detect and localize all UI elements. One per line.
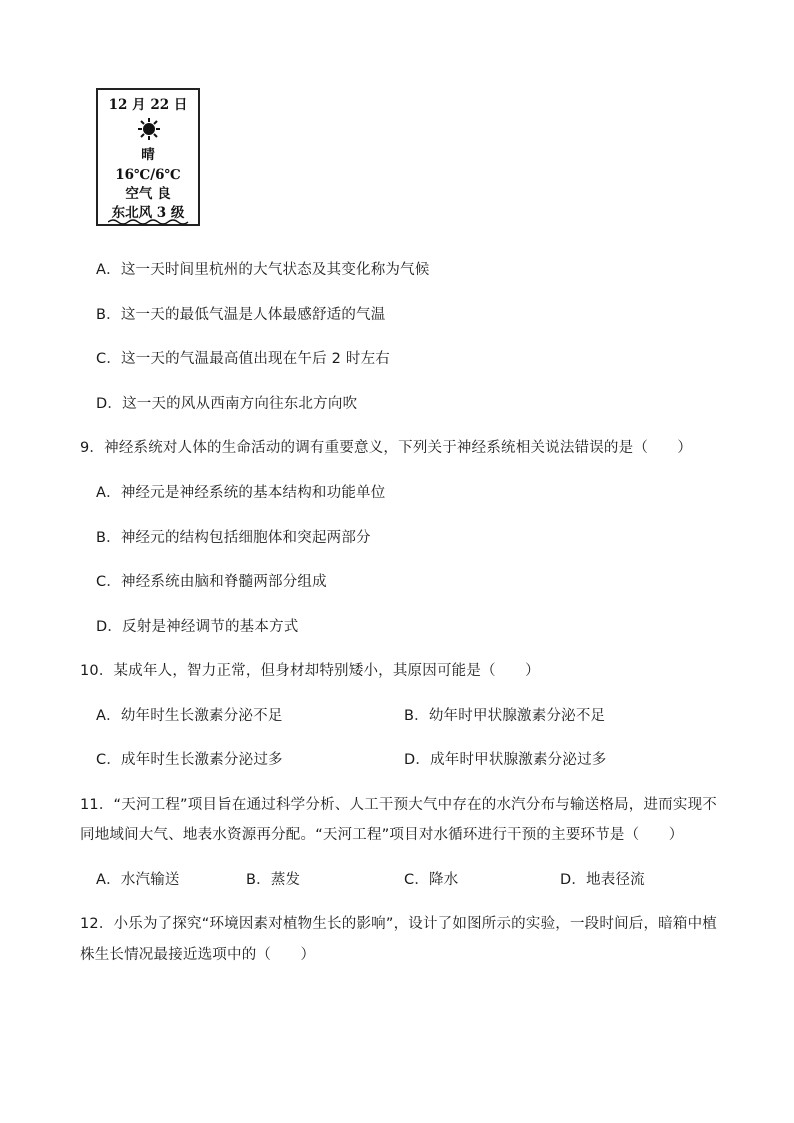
- q11-option-b: B．蒸发: [246, 872, 301, 888]
- q8-option-b: B．这一天的最低气温是人体最感舒适的气温: [96, 307, 386, 323]
- q11-stem-line1: 11．“天河工程”项目旨在通过科学分析、人工干预大气中存在的水汽分布与输送格局，进而实现不: [80, 797, 717, 813]
- q11-stem-line2: 同地域间大气、地表水资源再分配。“天河工程”项目对水循环进行干预的主要环节是（ ）: [80, 827, 684, 843]
- weather-wind: 东北风 3 级: [111, 205, 185, 221]
- wavy-underline: [108, 218, 190, 226]
- q9-option-d: D．反射是神经调节的基本方式: [96, 619, 299, 635]
- q10-option-c: C．成年时生长激素分泌过多: [96, 752, 283, 768]
- q11-option-c: C．降水: [404, 872, 459, 888]
- weather-card: [96, 88, 200, 226]
- q10-stem: 10．某成年人，智力正常，但身材却特别矮小，其原因可能是（ ）: [80, 663, 540, 679]
- q11-option-a: A．水汽输送: [96, 872, 180, 888]
- q8-option-d: D．这一天的风从西南方向往东北方向吹: [96, 396, 358, 412]
- q10-option-b: B．幼年时甲状腺激素分泌不足: [404, 708, 606, 724]
- q9-stem: 9．神经系统对人体的生命活动的调有重要意义，下列关于神经系统相关说法错误的是（ ）: [80, 440, 693, 456]
- sun-icon: [138, 118, 160, 140]
- q11-option-d: D．地表径流: [560, 872, 645, 888]
- q12-stem-line2: 株生长情况最接近选项中的（ ）: [80, 947, 316, 963]
- weather-condition: 晴: [141, 147, 155, 163]
- weather-air-quality: 空气 良: [125, 186, 171, 202]
- q9-option-c: C．神经系统由脑和脊髓两部分组成: [96, 574, 327, 590]
- q9-option-b: B．神经元的结构包括细胞体和突起两部分: [96, 530, 371, 546]
- weather-temperature: 16℃/6℃: [115, 167, 181, 183]
- q10-option-a: A．幼年时生长激素分泌不足: [96, 708, 283, 724]
- q12-stem-line1: 12．小乐为了探究“环境因素对植物生长的影响”，设计了如图所示的实验，一段时间后，暗箱中植: [80, 916, 717, 932]
- q8-option-a: A．这一天时间里杭州的大气状态及其变化称为气候: [96, 262, 430, 278]
- q10-option-d: D．成年时甲状腺激素分泌过多: [404, 752, 607, 768]
- weather-date: 12 月 22 日: [108, 97, 188, 113]
- q9-option-a: A．神经元是神经系统的基本结构和功能单位: [96, 485, 386, 501]
- q8-option-c: C．这一天的气温最高值出现在午后 2 时左右: [96, 351, 390, 367]
